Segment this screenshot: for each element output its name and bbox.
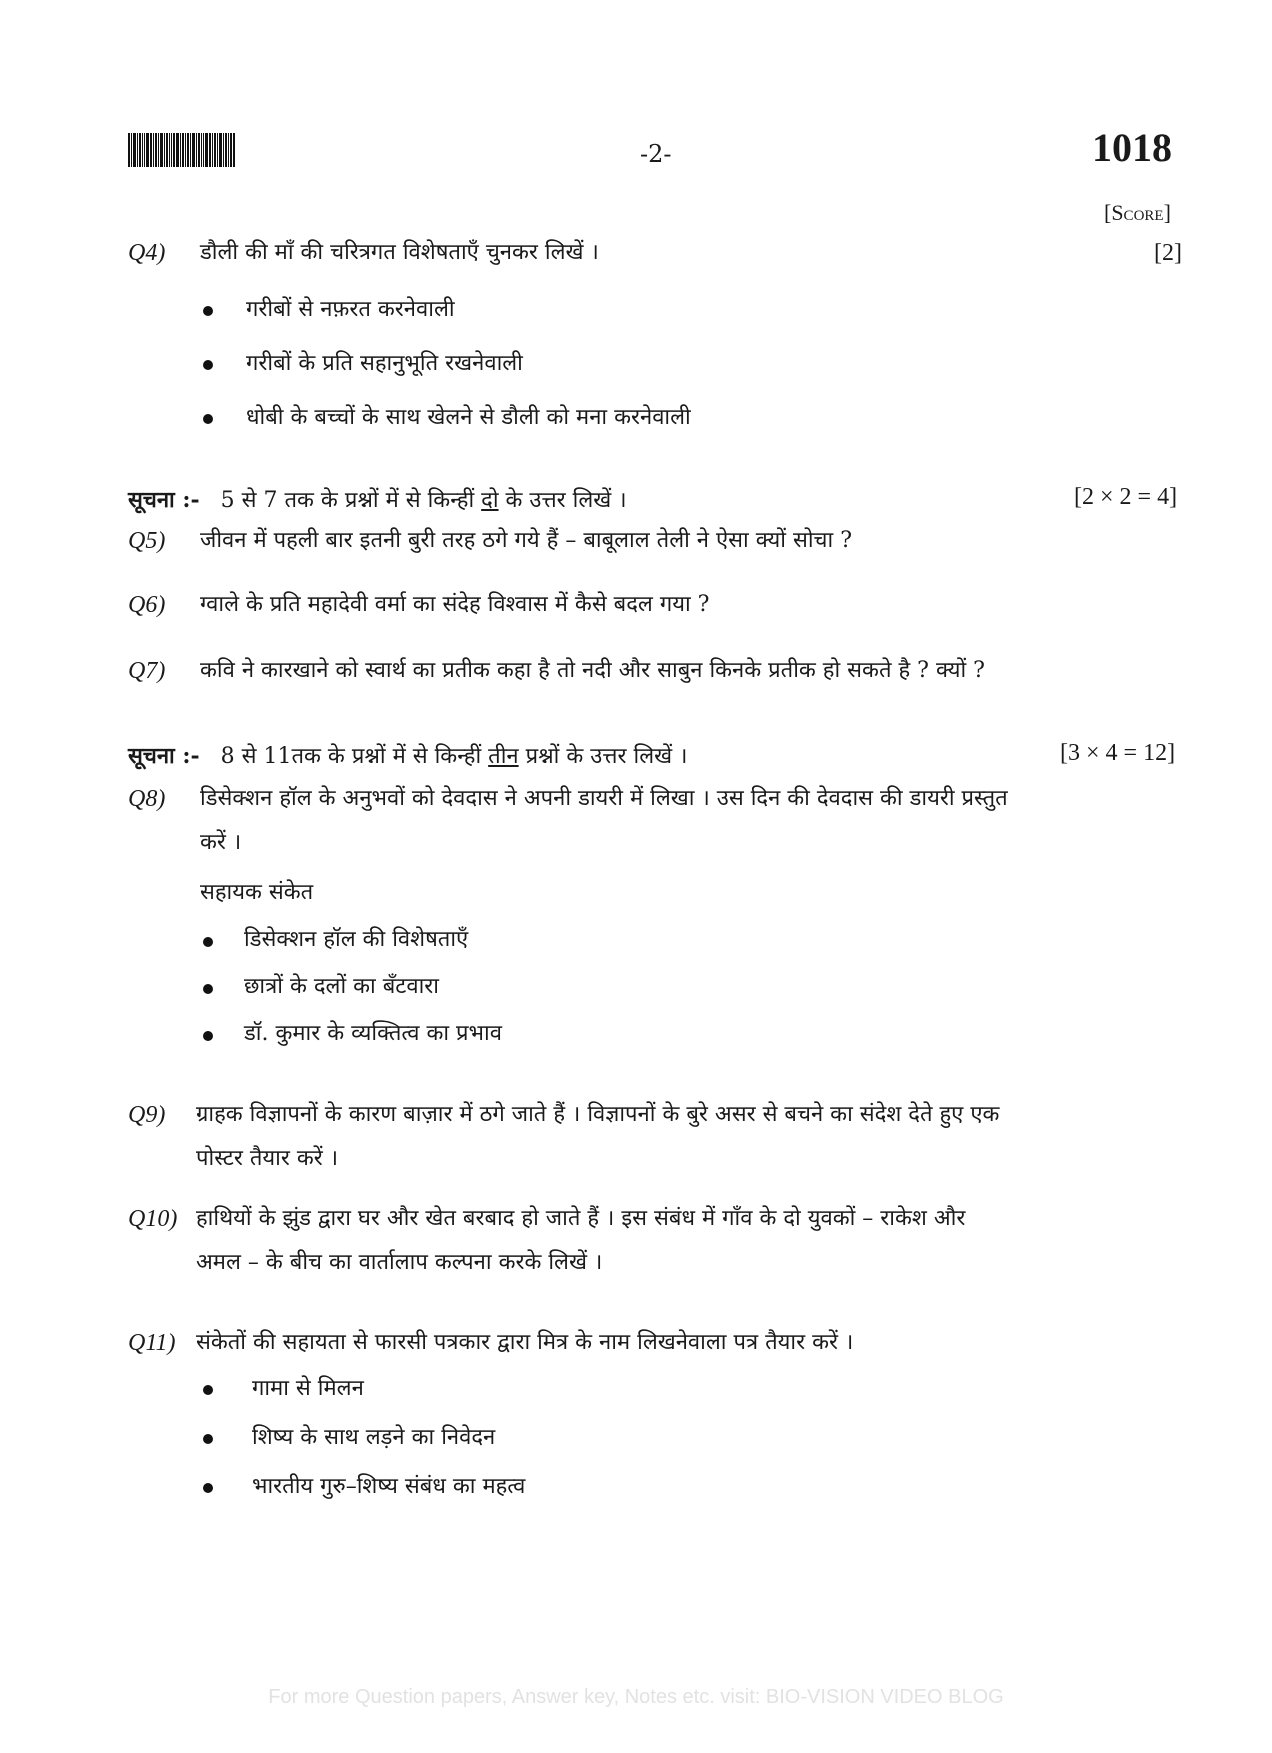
barcode: [128, 133, 278, 167]
note-2-label: सूचना :-: [128, 743, 200, 769]
bullet-icon: [203, 1385, 213, 1395]
bullet-icon: [203, 360, 213, 370]
q10-line-2: अमल – के बीच का वार्तालाप कल्पना करके लिखें ।: [196, 1250, 603, 1275]
bullet-icon: [203, 937, 213, 947]
q4-bullet-1: गरीबों से नफ़रत करनेवाली: [246, 297, 455, 322]
note-1-underlined: दो: [481, 488, 499, 513]
bullet-icon: [203, 1434, 213, 1444]
note-2: [128, 740, 687, 770]
note-1-text-before: 5 से 7 तक के प्रश्नों में से किन्हीं: [220, 488, 482, 513]
q4-number: Q4): [128, 240, 166, 266]
note-2-underlined: तीन: [488, 744, 519, 769]
q8-hint-title: सहायक संकेत: [200, 880, 314, 905]
q4-marks: [2]: [1154, 240, 1182, 266]
note-1-label: सूचना :-: [128, 487, 200, 513]
q8-number: Q8): [128, 786, 166, 812]
q8-line-1: डिसेक्शन हॉल के अनुभवों को देवदास ने अपनी डायरी में लिखा । उस दिन की देवदास की डायरी प्रस्तुत: [200, 786, 1008, 811]
score-label: [Score]: [1104, 200, 1171, 225]
q11-number: Q11): [128, 1330, 176, 1356]
page-number: -2-: [640, 140, 672, 168]
note-2-text-after: प्रश्नों के उत्तर लिखें ।: [518, 744, 688, 769]
bullet-icon: [203, 306, 213, 316]
q11-bullet-3: भारतीय गुरु–शिष्य संबंध का महत्व: [252, 1474, 526, 1499]
q9-line-2: पोस्टर तैयार करें ।: [196, 1146, 339, 1171]
q11-text: संकेतों की सहायता से फारसी पत्रकार द्वारा मित्र के नाम लिखनेवाला पत्र तैयार करें ।: [196, 1330, 854, 1355]
q8-bullet-3: डॉ. कुमार के व्यक्तित्व का प्रभाव: [244, 1021, 502, 1046]
q10-line-1: हाथियों के झुंड द्वारा घर और खेत बरबाद हो जाते हैं । इस संबंध में गाँव के दो युवकों – राकेश और: [196, 1206, 966, 1231]
note-1: [128, 484, 627, 514]
q5-text: जीवन में पहली बार इतनी बुरी तरह ठगे गये हैं – बाबूलाल तेली ने ऐसा क्यों सोचा ?: [200, 528, 852, 553]
q8-bullet-1: डिसेक्शन हॉल की विशेषताएँ: [244, 927, 469, 952]
q4-bullet-2: गरीबों के प्रति सहानुभूति रखनेवाली: [246, 351, 523, 376]
q6-text: ग्वाले के प्रति महादेवी वर्मा का संदेह विश्वास में कैसे बदल गया ?: [200, 592, 710, 617]
q11-bullet-2: शिष्य के साथ लड़ने का निवेदन: [252, 1425, 496, 1450]
bullet-icon: [203, 1483, 213, 1493]
q8-line-2: करें ।: [200, 830, 242, 855]
q11-bullet-1: गामा से मिलन: [252, 1376, 364, 1401]
paper-code: 1018: [1092, 125, 1172, 170]
note-2-text-before: 8 से 11तक के प्रश्नों में से किन्हीं: [220, 744, 489, 769]
q4-text: डौली की माँ की चरित्रगत विशेषताएँ चुनकर लिखें ।: [200, 240, 599, 265]
bullet-icon: [203, 1031, 213, 1041]
q9-line-1: ग्राहक विज्ञापनों के कारण बाज़ार में ठगे जाते हैं । विज्ञापनों के बुरे असर से बचने का संदेश देते हुए एक: [196, 1102, 1000, 1127]
note-1-marks: [2 × 2 = 4]: [1074, 484, 1178, 510]
q4-bullet-3: धोबी के बच्चों के साथ खेलने से डौली को मना करनेवाली: [246, 405, 691, 430]
q9-number: Q9): [128, 1102, 166, 1128]
q7-text: कवि ने कारखाने को स्वार्थ का प्रतीक कहा है तो नदी और साबुन किनके प्रतीक हो सकते है ? क्यों ?: [200, 658, 985, 683]
footer-watermark: For more Question papers, Answer key, Notes etc. visit: BIO-VISION VIDEO BLOG: [268, 1686, 1004, 1708]
note-1-text-after: के उत्तर लिखें ।: [498, 488, 627, 513]
q8-bullet-2: छात्रों के दलों का बँटवारा: [244, 974, 439, 999]
bullet-icon: [203, 414, 213, 424]
q7-number: Q7): [128, 658, 166, 684]
q10-number: Q10): [128, 1206, 178, 1232]
q5-number: Q5): [128, 528, 166, 554]
bullet-icon: [203, 984, 213, 994]
q6-number: Q6): [128, 592, 166, 618]
note-2-marks: [3 × 4 = 12]: [1060, 740, 1176, 766]
